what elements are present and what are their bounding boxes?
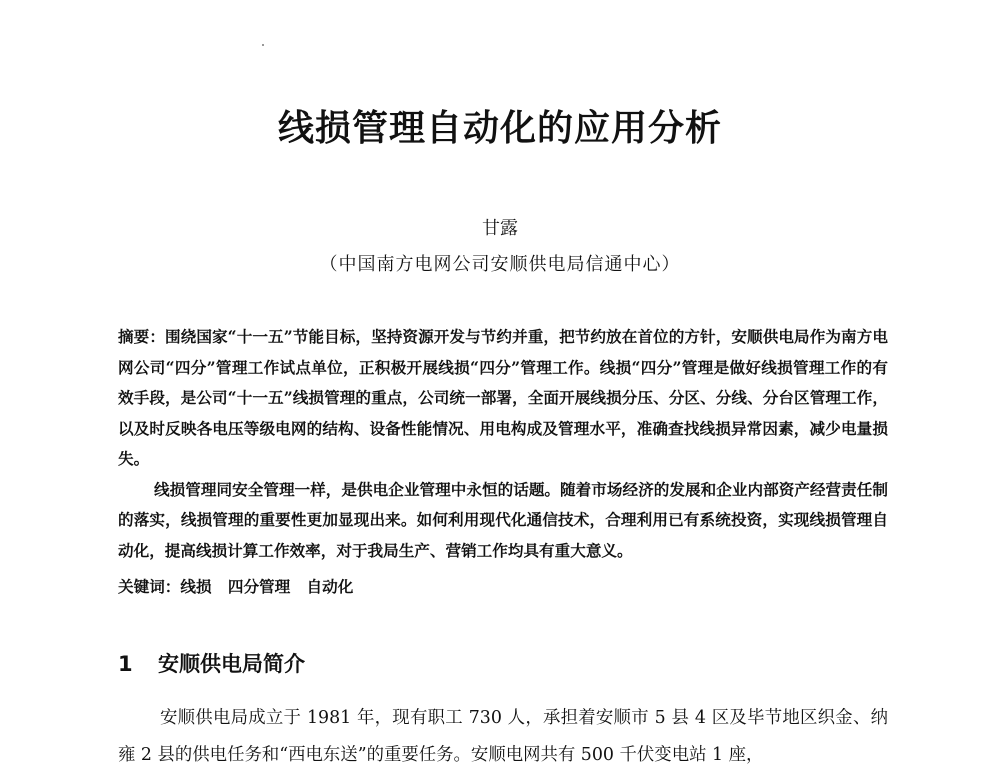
section-1-paragraph-1: 安顺供电局成立于 1981 年，现有职工 730 人，承担着安顺市 5 县 4 区及毕节地区织金、纳雍 2 县的供电任务和“西电东送”的重要任务。安顺电网共有 500 千伏变电站 1 座， — [118, 708, 888, 765]
section-1-title: 安顺供电局简介 — [158, 652, 305, 676]
abstract-label: 摘要： — [118, 327, 165, 346]
abstract-text-1: 围绕国家“十一五”节能目标，坚持资源开发与节约并重，把节约放在首位的方针，安顺供电局作为南方电网公司“四分”管理工作试点单位，正积极开展线损“四分”管理工作。线损“四分”管理是做好线损管理工作的有效手段，是公司“十一五”线损管理的重点，公司统一部署，全面开展线损分压、分区、分线、分台区管理工作，以及时反映各电压等级电网的结构、设备性能情况、用电构成及管理水平，准确查找线损异常因素，减少电量损失。 — [118, 327, 888, 468]
abstract-paragraph-2: 线损管理同安全管理一样，是供电企业管理中永恒的话题。随着市场经济的发展和企业内部资产经营责任制的落实，线损管理的重要性更加显现出来。如何利用现代化通信技术，合理利用已有系统投资，实现线损管理自动化，提高线损计算工作效率，对于我局生产、营销工作均具有重大意义。 — [118, 479, 888, 560]
abstract-paragraph-1 — [118, 322, 888, 475]
keywords-label: 关键词： — [118, 577, 181, 596]
keywords-items: 线损 四分管理 自动化 — [180, 577, 354, 596]
abstract-block — [118, 322, 888, 566]
author-name: 甘露 — [482, 218, 518, 239]
section-1-body — [118, 700, 888, 774]
section-1-heading — [118, 648, 305, 678]
author-affiliation: （中国南方电网公司安顺供电局信通中心） — [319, 254, 681, 275]
keywords-line — [118, 575, 888, 597]
section-1-number: 1 — [118, 652, 133, 676]
paper-title: 线损管理自动化的应用分析 — [277, 108, 722, 149]
scan-speck — [262, 44, 264, 46]
